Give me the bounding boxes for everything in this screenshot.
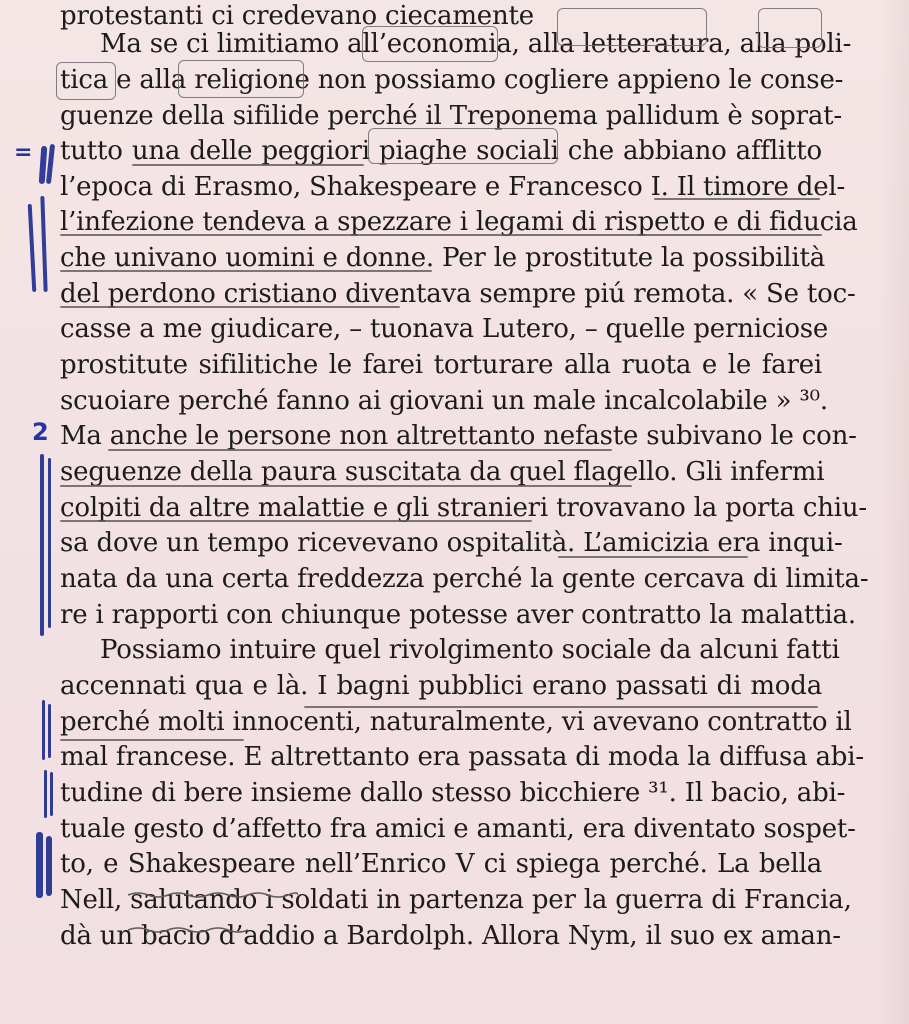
ink-bar-5a bbox=[44, 770, 47, 818]
text-line-1: protestanti ci credevano ciecamente bbox=[60, 1, 534, 31]
pencil-underline-timore bbox=[654, 198, 820, 200]
pencil-box-piaghe-sociali bbox=[368, 128, 558, 164]
page-edge-shadow bbox=[879, 0, 909, 1024]
text-line-23: tudine di bere insieme dallo stesso bicchiere ³¹. Il bacio, abi- bbox=[60, 778, 846, 808]
pencil-box-poli bbox=[758, 8, 822, 48]
text-line-25: to, e Shakespeare nell’Enrico V ci spiega perché. La bella bbox=[60, 849, 822, 879]
text-line-8: che univano uomini e donne. Per le prostitute la possibilità bbox=[60, 243, 826, 273]
text-line-4: guenze della sifilide perché il Treponema pallidum è soprat- bbox=[60, 101, 842, 131]
text-line-15: colpiti da altre malattie e gli stranieri trovavano la porta chiu- bbox=[60, 493, 868, 523]
text-line-27: dà un bacio d’addio a Bardolph. Allora Nym, il suo ex aman- bbox=[60, 921, 841, 951]
ink-bar-3a bbox=[40, 454, 44, 636]
ink-bar-6a bbox=[36, 832, 43, 898]
text-line-16: sa dove un tempo ricevevano ospitalità. L’amicizia era inqui- bbox=[60, 528, 843, 558]
ink-bar-3b bbox=[48, 458, 51, 628]
text-line-10: casse a me giudicare, – tuonava Lutero, – quelle perniciose bbox=[60, 314, 829, 344]
ink-bar-2a bbox=[28, 204, 37, 292]
pencil-box-religione bbox=[178, 60, 304, 98]
ink-bar-5b bbox=[50, 772, 53, 816]
ink-bar-1b bbox=[46, 144, 55, 184]
pencil-box-economia bbox=[362, 26, 498, 62]
pencil-underline-peggiori bbox=[132, 164, 364, 166]
text-line-21: perché molti innocenti, naturalmente, vi avevano contratto il bbox=[60, 707, 852, 737]
text-line-22: mal francese. E altrettanto era passata di moda la diffusa abi- bbox=[60, 742, 864, 772]
text-line-19: Possiamo intuire quel rivolgimento sociale da alcuni fatti bbox=[100, 635, 840, 665]
pencil-underline-conseguenze bbox=[60, 485, 632, 487]
pencil-underline-bagni bbox=[304, 706, 818, 708]
text-line-9: del perdono cristiano diventava sempre piú remota. « Se toc- bbox=[60, 279, 856, 309]
text-line-5: tutto una delle peggiori piaghe sociali che abbiano afflitto bbox=[60, 136, 822, 166]
pencil-underline-anche bbox=[108, 449, 612, 451]
ink-equals-mark: = bbox=[14, 140, 33, 165]
ink-bar-4a bbox=[42, 700, 45, 760]
text-line-2: Ma se ci limitiamo all’economia, alla letteratura, alla poli- bbox=[100, 29, 852, 59]
pencil-underline-infezione bbox=[60, 234, 822, 236]
text-line-18: re i rapporti con chiunque potesse aver contratto la malattia. bbox=[60, 600, 856, 630]
pencil-underline-colpiti bbox=[60, 520, 532, 522]
ink-digit-mark: 2 bbox=[32, 418, 49, 446]
text-line-20: accennati qua e là. I bagni pubblici erano passati di moda bbox=[60, 671, 822, 701]
text-line-24: tuale gesto d’affetto fra amici e amanti, era diventato sospet- bbox=[60, 814, 856, 844]
text-line-7: l’infezione tendeva a spezzare i legami di rispetto e di fiducia bbox=[60, 207, 858, 237]
pencil-underline-amicizia bbox=[558, 556, 748, 558]
text-line-11: prostitute sifilitiche le farei torturare alla ruota e le farei bbox=[60, 350, 822, 380]
text-line-12: scuoiare perché fanno ai giovani un male incalcolabile » ³⁰. bbox=[60, 386, 828, 416]
text-line-13: Ma anche le persone non altrettanto nefaste subivano le con- bbox=[60, 421, 857, 451]
text-line-26: Nell, salutando i soldati in partenza per la guerra di Francia, bbox=[60, 885, 852, 915]
text-line-6: l’epoca di Erasmo, Shakespeare e Francesco I. Il timore del- bbox=[60, 172, 846, 202]
pencil-box-tica bbox=[56, 62, 116, 100]
pencil-underline-uomini bbox=[60, 270, 432, 272]
ink-bar-4b bbox=[48, 704, 51, 758]
text-line-3: tica e alla religione non possiamo cogliere appieno le conse- bbox=[60, 65, 844, 95]
pencil-box-letteratura bbox=[557, 8, 707, 46]
ink-bar-2b bbox=[40, 196, 47, 292]
text-line-14: seguenze della paura suscitata da quel flagello. Gli infermi bbox=[60, 457, 825, 487]
pencil-underline-perche bbox=[60, 739, 244, 741]
pencil-underline-perdono bbox=[60, 306, 400, 308]
pencil-wavy-underline-salutando bbox=[128, 926, 248, 934]
ink-bar-6b bbox=[46, 836, 52, 896]
text-line-17: nata da una certa freddezza perché la gente cercava di limita- bbox=[60, 564, 869, 594]
pencil-wavy-underline-shakespeare bbox=[128, 891, 298, 899]
